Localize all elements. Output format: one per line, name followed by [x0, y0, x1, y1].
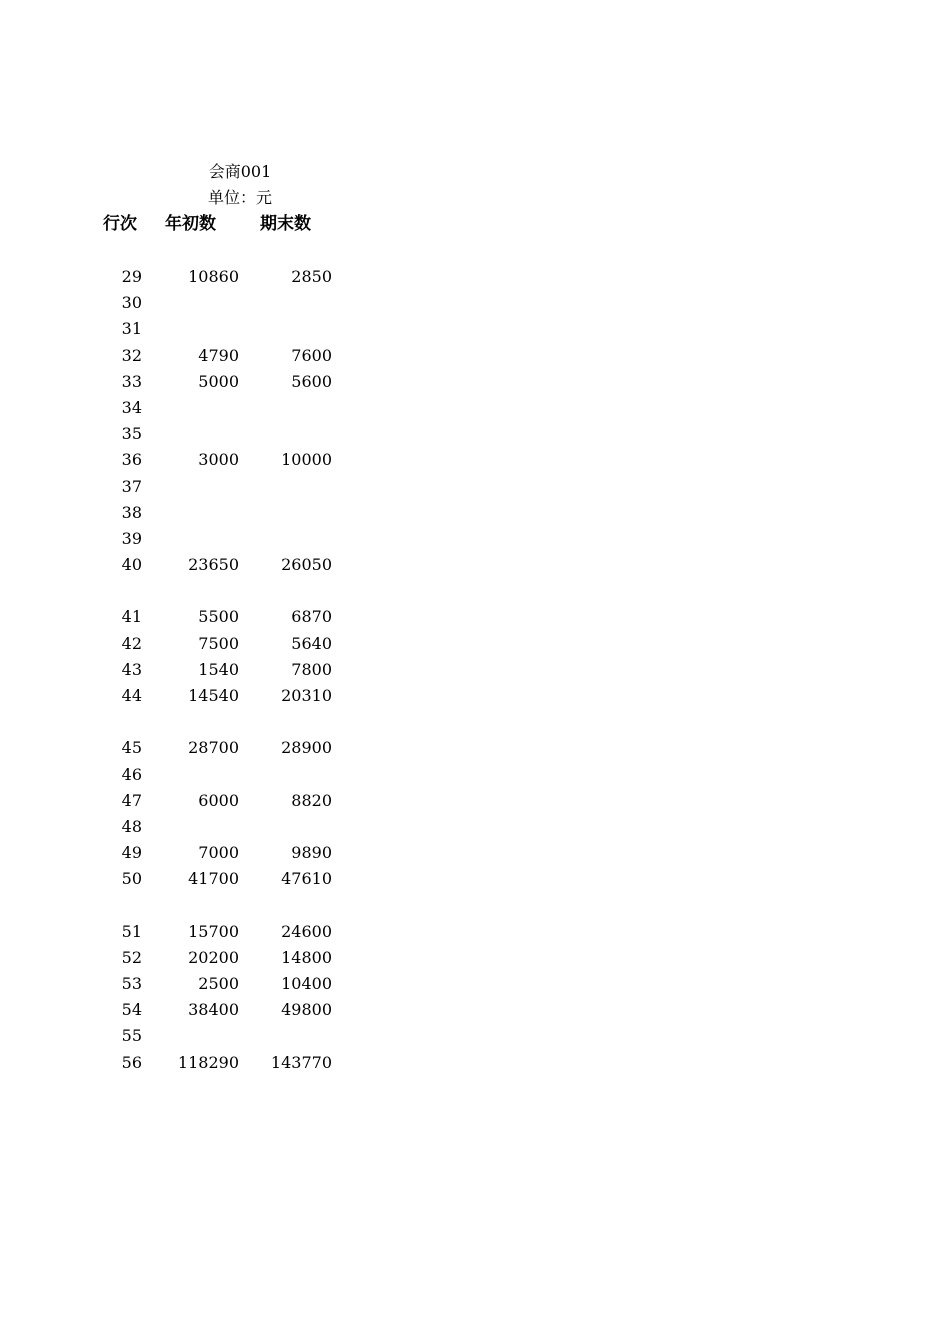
beginning-balance-cell: 20200: [188, 947, 239, 967]
ending-balance-cell: 143770: [270, 1052, 332, 1072]
ending-balance-cell: 26050: [281, 555, 332, 575]
beginning-balance-cell: 7000: [198, 843, 239, 863]
row-number-cell: 33: [121, 371, 142, 391]
table-row: [0, 895, 360, 921]
table-row: [0, 423, 360, 449]
row-number-cell: 55: [121, 1026, 142, 1046]
table-row: [0, 947, 360, 973]
table-row: [0, 397, 360, 423]
beginning-balance-cell: 2500: [198, 974, 239, 994]
ending-balance-cell: 5640: [291, 633, 332, 653]
table-row: [0, 554, 360, 580]
table-row: [0, 318, 360, 344]
beginning-balance-cell: 118290: [177, 1052, 239, 1072]
beginning-balance-cell: 10860: [188, 267, 239, 286]
ending-balance-cell: 49800: [281, 1000, 332, 1020]
beginning-balance-cell: 5500: [198, 607, 239, 627]
row-number-cell: 51: [121, 921, 142, 941]
row-number-cell: 31: [121, 319, 142, 339]
ending-balance-cell: 7800: [291, 659, 332, 679]
row-number-cell: 50: [121, 869, 142, 889]
table-row: [0, 606, 360, 632]
row-number-cell: 40: [121, 555, 142, 575]
column-header-beginning-balance: 年初数: [165, 214, 216, 234]
row-number-cell: 53: [121, 974, 142, 994]
table-row: [0, 292, 360, 318]
row-number-cell: 56: [121, 1052, 142, 1072]
row-number-cell: 37: [121, 476, 142, 496]
table-row: [0, 1025, 360, 1051]
table-row: [0, 842, 360, 868]
ending-balance-cell: 8820: [291, 790, 332, 810]
table-row: [0, 737, 360, 763]
row-number-cell: 43: [121, 659, 142, 679]
table-row: [0, 816, 360, 842]
ending-balance-cell: 10000: [281, 450, 332, 470]
row-number-cell: 39: [121, 528, 142, 548]
table-row: [0, 371, 360, 397]
beginning-balance-cell: 15700: [188, 921, 239, 941]
row-number-cell: 35: [121, 424, 142, 444]
beginning-balance-cell: 14540: [188, 686, 239, 705]
row-number-cell: 41: [121, 607, 142, 627]
row-number-cell: 30: [121, 293, 142, 313]
table-row: [0, 868, 360, 894]
table-row: [0, 790, 360, 816]
ending-balance-cell: 28900: [281, 738, 332, 758]
beginning-balance-cell: 4790: [198, 345, 239, 365]
row-number-cell: 54: [121, 1000, 142, 1020]
row-number-cell: 46: [121, 764, 142, 784]
row-number-cell: 45: [121, 738, 142, 758]
row-number-cell: 36: [121, 450, 142, 470]
unit-label: 单位：元: [207, 188, 272, 207]
beginning-balance-cell: 41700: [188, 869, 239, 889]
ending-balance-cell: 10400: [281, 974, 332, 994]
row-number-cell: 44: [121, 686, 142, 705]
row-number-cell: 32: [121, 345, 142, 365]
row-number-cell: 52: [121, 947, 142, 967]
table-row: [0, 921, 360, 947]
beginning-balance-cell: 28700: [188, 738, 239, 758]
row-number-cell: 34: [121, 397, 142, 417]
beginning-balance-cell: 1540: [198, 659, 239, 679]
ending-balance-cell: 24600: [281, 921, 332, 941]
beginning-balance-cell: 23650: [188, 555, 239, 575]
table-row: [0, 476, 360, 502]
ending-balance-cell: 2850: [291, 267, 332, 286]
row-number-cell: 47: [121, 790, 142, 810]
table-row: [0, 528, 360, 554]
row-number-cell: 38: [121, 502, 142, 522]
balance-table: [0, 266, 360, 1078]
table-row: [0, 685, 360, 711]
column-header-ending-balance: 期末数: [260, 214, 311, 234]
row-number-cell: 42: [121, 633, 142, 653]
ending-balance-cell: 14800: [281, 947, 332, 967]
beginning-balance-cell: 6000: [198, 790, 239, 810]
ending-balance-cell: 6870: [291, 607, 332, 627]
ending-balance-cell: 7600: [291, 345, 332, 365]
beginning-balance-cell: 3000: [198, 450, 239, 470]
beginning-balance-cell: 5000: [198, 371, 239, 391]
beginning-balance-cell: 7500: [198, 633, 239, 653]
table-row: [0, 633, 360, 659]
table-row: [0, 711, 360, 737]
table-row: [0, 659, 360, 685]
table-row: [0, 449, 360, 475]
row-number-cell: 49: [121, 843, 142, 863]
table-row: [0, 1052, 360, 1078]
table-row: [0, 502, 360, 528]
row-number-cell: 29: [121, 267, 142, 286]
table-row: [0, 345, 360, 371]
column-header-row-number: 行次: [103, 214, 137, 234]
ending-balance-cell: 20310: [281, 686, 332, 705]
ending-balance-cell: 9890: [291, 843, 332, 863]
table-row: [0, 266, 360, 292]
ending-balance-cell: 47610: [281, 869, 332, 889]
table-row: [0, 580, 360, 606]
ending-balance-cell: 5600: [291, 371, 332, 391]
form-code: 会商001: [208, 162, 272, 181]
table-row: [0, 764, 360, 790]
table-row: [0, 973, 360, 999]
beginning-balance-cell: 38400: [188, 1000, 239, 1020]
table-row: [0, 999, 360, 1025]
row-number-cell: 48: [121, 816, 142, 836]
